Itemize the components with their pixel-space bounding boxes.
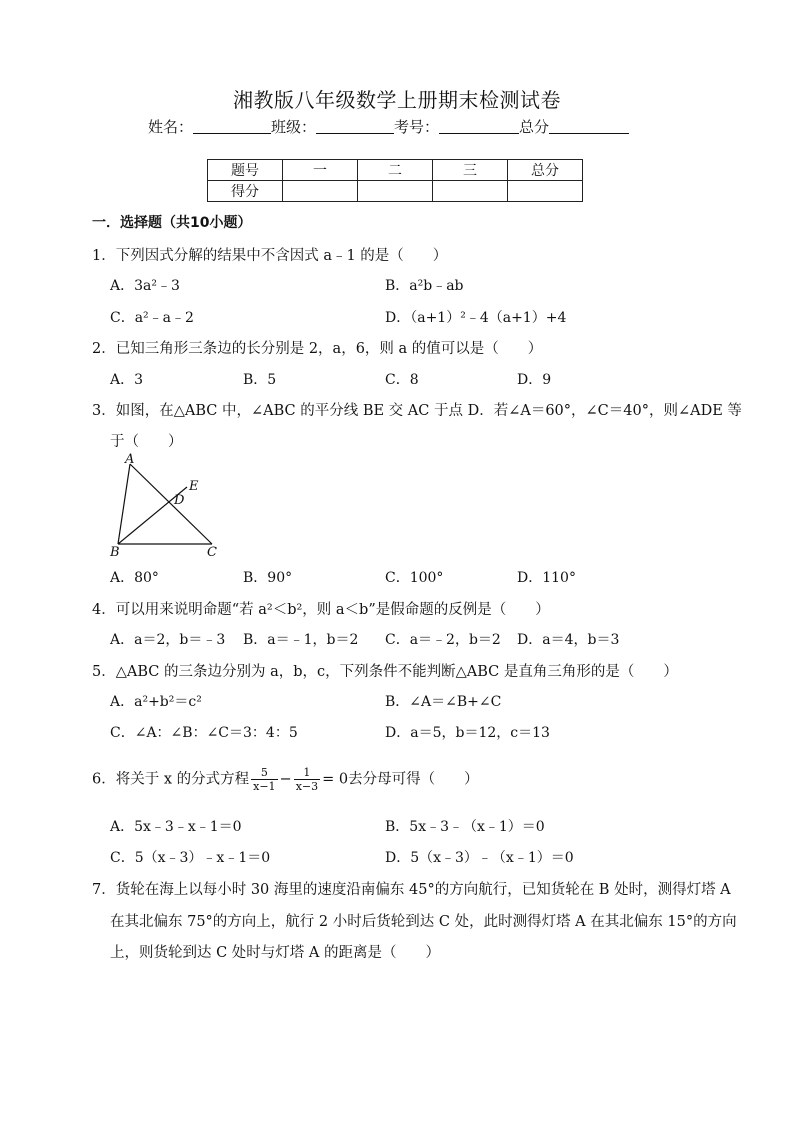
question-4-option-a: A．a＝2，b＝﹣3 [110, 632, 226, 648]
student-info-line [148, 116, 629, 137]
equals-zero: = 0 [322, 771, 349, 788]
fraction-1-over-x-minus-3 [294, 766, 320, 793]
score-header-cell: 总分 [508, 160, 583, 181]
question-3-option-b: B．90° [243, 570, 293, 586]
score-cell [508, 181, 583, 202]
question-1-stem: 1．下列因式分解的结果中不含因式 a﹣1 的是（ ） [92, 248, 448, 264]
point-label-d: D [174, 493, 185, 508]
score-header-cell: 三 [433, 160, 508, 181]
score-row-label: 得分 [208, 181, 283, 202]
score-header-cell: 二 [358, 160, 433, 181]
question-6-stem [92, 766, 479, 793]
point-label-e: E [189, 479, 199, 494]
question-5-stem: 5．△ABC 的三条边分别为 a，b，c，下列条件不能判断△ABC 是直角三角形的是（ ） [92, 664, 678, 680]
score-cell [433, 181, 508, 202]
vertex-label-c: C [207, 545, 217, 560]
number-blank [439, 119, 519, 134]
fraction-numerator: 5 [251, 766, 277, 780]
question-4-option-c: C．a＝﹣2，b＝2 [385, 632, 501, 648]
question-5-option-a: A．a²+b²＝c² [110, 694, 202, 710]
fraction-numerator: 1 [294, 766, 320, 780]
question-7-line-1: 7．货轮在海上以每小时 30 海里的速度沿南偏东 45°的方向航行，已知货轮在 B 处时，测得灯塔 A [92, 882, 731, 898]
class-blank [316, 119, 394, 134]
fraction-denominator: x−1 [253, 780, 276, 793]
question-4-option-b: B．a＝﹣1，b＝2 [243, 632, 359, 648]
question-3-option-a: A．80° [110, 570, 159, 586]
question-2-stem: 2．已知三角形三条边的长分别是 2，a，6，则 a 的值可以是（ ） [92, 341, 543, 357]
score-header-cell: 题号 [208, 160, 283, 181]
name-label: 姓名： [148, 118, 194, 136]
score-table [207, 159, 583, 202]
vertex-label-b: B [110, 545, 120, 560]
number-label: 考号： [394, 118, 440, 136]
question-1-option-b: B．a²b﹣ab [385, 278, 464, 294]
minus-sign: − [279, 771, 292, 788]
question-2-option-b: B．5 [243, 372, 277, 388]
section-heading: 一．选择题（共10小题） [92, 215, 252, 231]
question-2-option-a: A．3 [110, 372, 144, 388]
segment-ab [118, 464, 130, 544]
question-5-option-c: C．∠A：∠B：∠C＝3：4：5 [110, 725, 298, 741]
question-5-option-b: B．∠A＝∠B+∠C [385, 694, 502, 710]
segment-ac [130, 464, 212, 544]
question-1-option-d: D．（a+1）²﹣4（a+1）+4 [385, 310, 567, 326]
score-table-score-row [208, 181, 583, 202]
question-3-option-c: C．100° [385, 570, 444, 586]
question-4-stem: 4．可以用来说明命题“若 a²＜b²，则 a＜b”是假命题的反例是（ ） [92, 602, 550, 618]
question-6-option-a: A．5x﹣3﹣x﹣1＝0 [110, 819, 242, 835]
fraction-denominator: x−3 [295, 780, 319, 793]
triangle-figure [105, 450, 230, 562]
question-1-option-a: A．3a²﹣3 [110, 278, 180, 294]
question-3-stem-line-2: 于（ ） [110, 434, 183, 450]
class-label: 班级： [271, 118, 317, 136]
question-5-option-d: D．a＝5，b＝12，c＝13 [385, 725, 550, 741]
question-3-stem-line-1: 3．如图，在△ABC 中，∠ABC 的平分线 BE 交 AC 于点 D．若∠A＝60°，∠C＝40°，则∠ADE 等 [92, 403, 742, 419]
name-blank [193, 119, 271, 134]
vertex-label-a: A [125, 452, 135, 467]
score-header-cell: 一 [283, 160, 358, 181]
question-7-line-3: 上，则货轮到达 C 处时与灯塔 A 的距离是（ ） [110, 945, 441, 961]
question-6-stem-prefix: 6．将关于 x 的分式方程 [92, 771, 250, 788]
question-3-option-d: D．110° [517, 570, 576, 586]
total-label: 总分 [519, 118, 550, 136]
total-blank [549, 119, 629, 134]
question-1-option-c: C．a²﹣a﹣2 [110, 310, 194, 326]
question-6-option-b: B．5x﹣3﹣（x﹣1）＝0 [385, 819, 545, 835]
page-title: 湘教版八年级数学上册期末检测试卷 [233, 88, 561, 112]
score-cell [283, 181, 358, 202]
question-2-option-c: C．8 [385, 372, 419, 388]
score-cell [358, 181, 433, 202]
question-2-option-d: D．9 [517, 372, 552, 388]
question-6-option-c: C．5（x﹣3）﹣x﹣1＝0 [110, 850, 271, 866]
question-7-line-2: 在其北偏东 75°的方向上，航行 2 小时后货轮到达 C 处，此时测得灯塔 A 在其北偏东 15°的方向 [110, 914, 737, 930]
question-6-option-d: D．5（x﹣3）﹣（x﹣1）＝0 [385, 850, 574, 866]
fraction-5-over-x-minus-1 [251, 766, 277, 793]
question-4-option-d: D．a＝4，b＝3 [517, 632, 620, 648]
score-table-header-row [208, 160, 583, 181]
question-6-stem-suffix: 去分母可得（ ） [348, 771, 479, 788]
